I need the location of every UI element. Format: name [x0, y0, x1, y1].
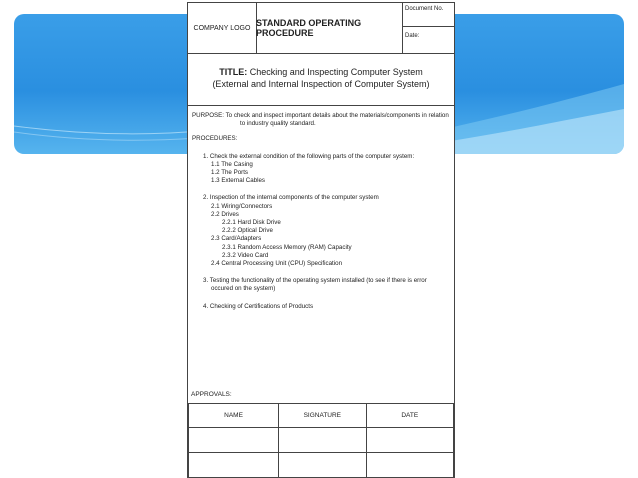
step-1-3: 1.3 External Cables: [211, 177, 265, 185]
step-3-cont: occured on the system): [211, 285, 276, 293]
step-4: 4. Checking of Certifications of Products: [203, 302, 314, 310]
name-cell[interactable]: [189, 453, 279, 478]
step-2-1: 2.1 Wiring/Connectors: [211, 202, 273, 210]
name-column-header: NAME: [189, 404, 279, 428]
step-1-1: 1.1 The Casing: [211, 160, 253, 168]
purpose-line-1: PURPOSE: To check and inspect important details about the materials/components in relation: [192, 112, 449, 119]
document-number-label: Document No.: [402, 3, 455, 27]
step-3: 3. Testing the functionality of the operating system installed (to see if there is error: [203, 277, 427, 285]
approvals-label: APPROVALS:: [191, 391, 232, 398]
step-2: 2. Inspection of the internal components of the computer system: [203, 194, 379, 202]
document-title: [188, 53, 454, 106]
date-column-header: DATE: [366, 404, 453, 428]
step-1: 1. Check the external condition of the following parts of the computer system:: [203, 152, 415, 160]
step-1-2: 1.2 The Ports: [211, 169, 249, 177]
date-cell[interactable]: [366, 428, 453, 453]
step-2-2-2: 2.2.2 Optical Drive: [222, 227, 273, 235]
date-cell[interactable]: [366, 453, 453, 478]
document-header: [188, 3, 454, 54]
company-logo-cell: COMPANY LOGO: [188, 3, 257, 53]
step-2-2: 2.2 Drives: [211, 210, 239, 218]
procedures-label: PROCEDURES:: [192, 135, 238, 143]
sop-document: [187, 2, 455, 478]
signature-cell[interactable]: [279, 428, 366, 453]
signature-column-header: SIGNATURE: [279, 404, 366, 428]
table-row: [189, 453, 454, 478]
step-2-3-1: 2.3.1 Random Access Memory (RAM) Capacity: [222, 243, 352, 251]
purpose-line-2: to industry quality standard.: [240, 120, 316, 128]
step-2-2-1: 2.2.1 Hard Disk Drive: [222, 219, 281, 227]
table-header-row: [189, 404, 454, 428]
title-prefix: TITLE:: [219, 67, 248, 77]
table-row: [189, 428, 454, 453]
date-label: Date:: [405, 33, 420, 39]
step-2-3-2: 2.3.2 Video Card: [222, 251, 269, 259]
title-line-2: (External and Internal Inspection of Computer System): [212, 79, 430, 89]
approvals-table: [188, 403, 454, 478]
name-cell[interactable]: [189, 428, 279, 453]
signature-cell[interactable]: [279, 453, 366, 478]
step-2-3: 2.3 Card/Adapters: [211, 235, 262, 243]
title-line-1: Checking and Inspecting Computer System: [247, 67, 423, 77]
document-type: STANDARD OPERATING PROCEDURE: [256, 3, 403, 53]
document-body: [192, 112, 452, 311]
step-2-4: 2.4 Central Processing Unit (CPU) Specification: [211, 260, 343, 268]
